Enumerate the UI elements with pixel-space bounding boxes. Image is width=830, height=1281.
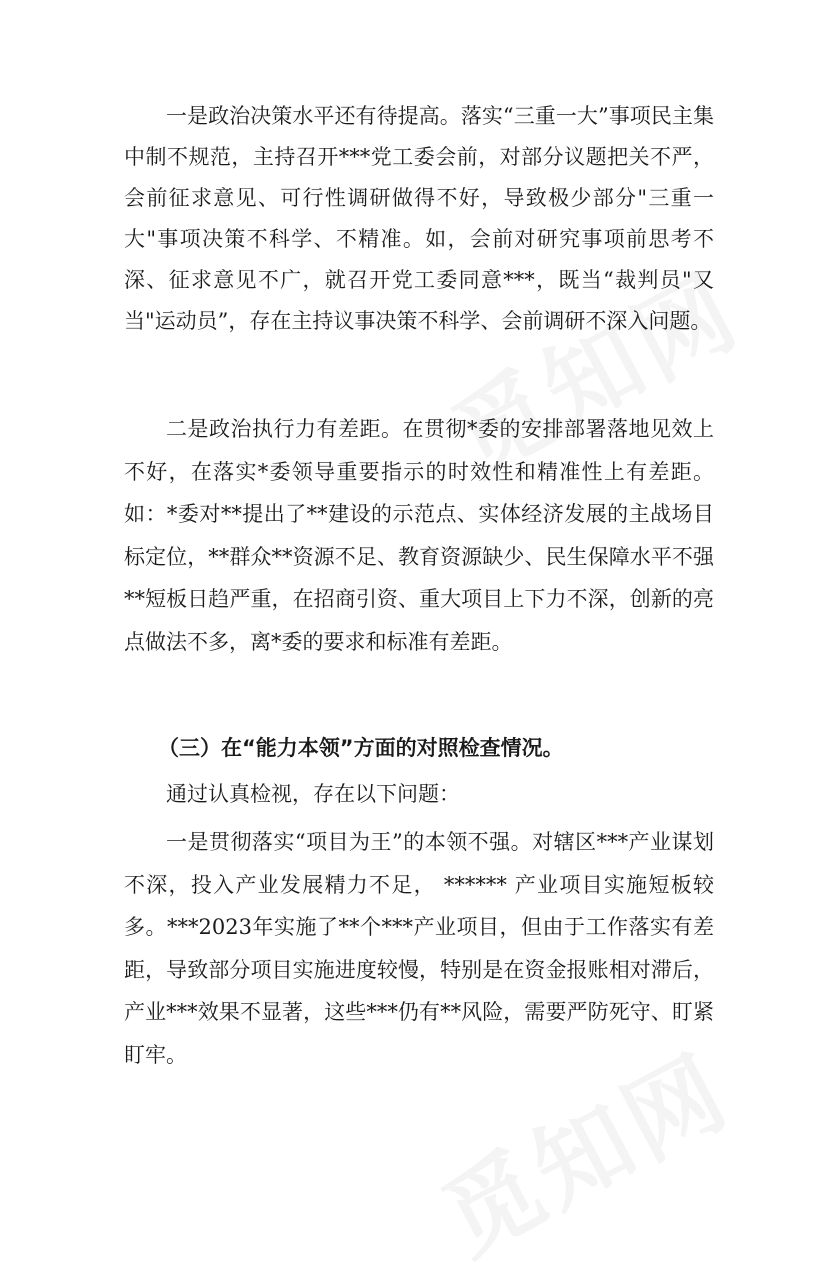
paragraph-project-ability: 一是贯彻落实“项目为王”的本领不强。对辖区***产业谋划不深，投入产业发展精力不足， ****** 产业项目实施短板较多。***2023年实施了**个***产业项目，但由于工作落实有差距，导致部分项目实施进度较慢，特别是在资金报账相对滞后，产业***效果不显著，这些***仍有**风险，需要严防死守、盯紧盯牢。 [124, 830, 714, 1067]
paragraph-intro-problems: 通过认真检视，存在以下问题： [166, 782, 460, 806]
paragraph-political-execution: 二是政治执行力有差距。在贯彻*委的安排部署落地见效上不好，在落实*委领导重要指示的时效性和精准性上有差距。如：*委对**提出了**建设的示范点、实体经济发展的主战场目标定位，**群众**资源不足、教育资源缺少、民生保障水平不强**短板日趋严重，在招商引资、重大项目上下力不深，创新的亮点做法不多，离*委的要求和标准有差距。 [124, 417, 714, 654]
paragraph-political-decision: 一是政治决策水平还有待提高。落实“三重一大”事项民主集中制不规范，主持召开***党工委会前，对部分议题把关不严，会前征求意见、可行性调研做得不好，导致极少部分"三重一大"事项决策不科学、不精准。如，会前对研究事项前思考不深、征求意见不广，就召开党工委同意***，既当“裁判员"又当"运动员”，存在主持议事决策不科学、会前调研不深入问题。 [124, 104, 714, 333]
section-heading-ability: （三）在“能力本领”方面的对照检查情况。 [158, 736, 564, 760]
